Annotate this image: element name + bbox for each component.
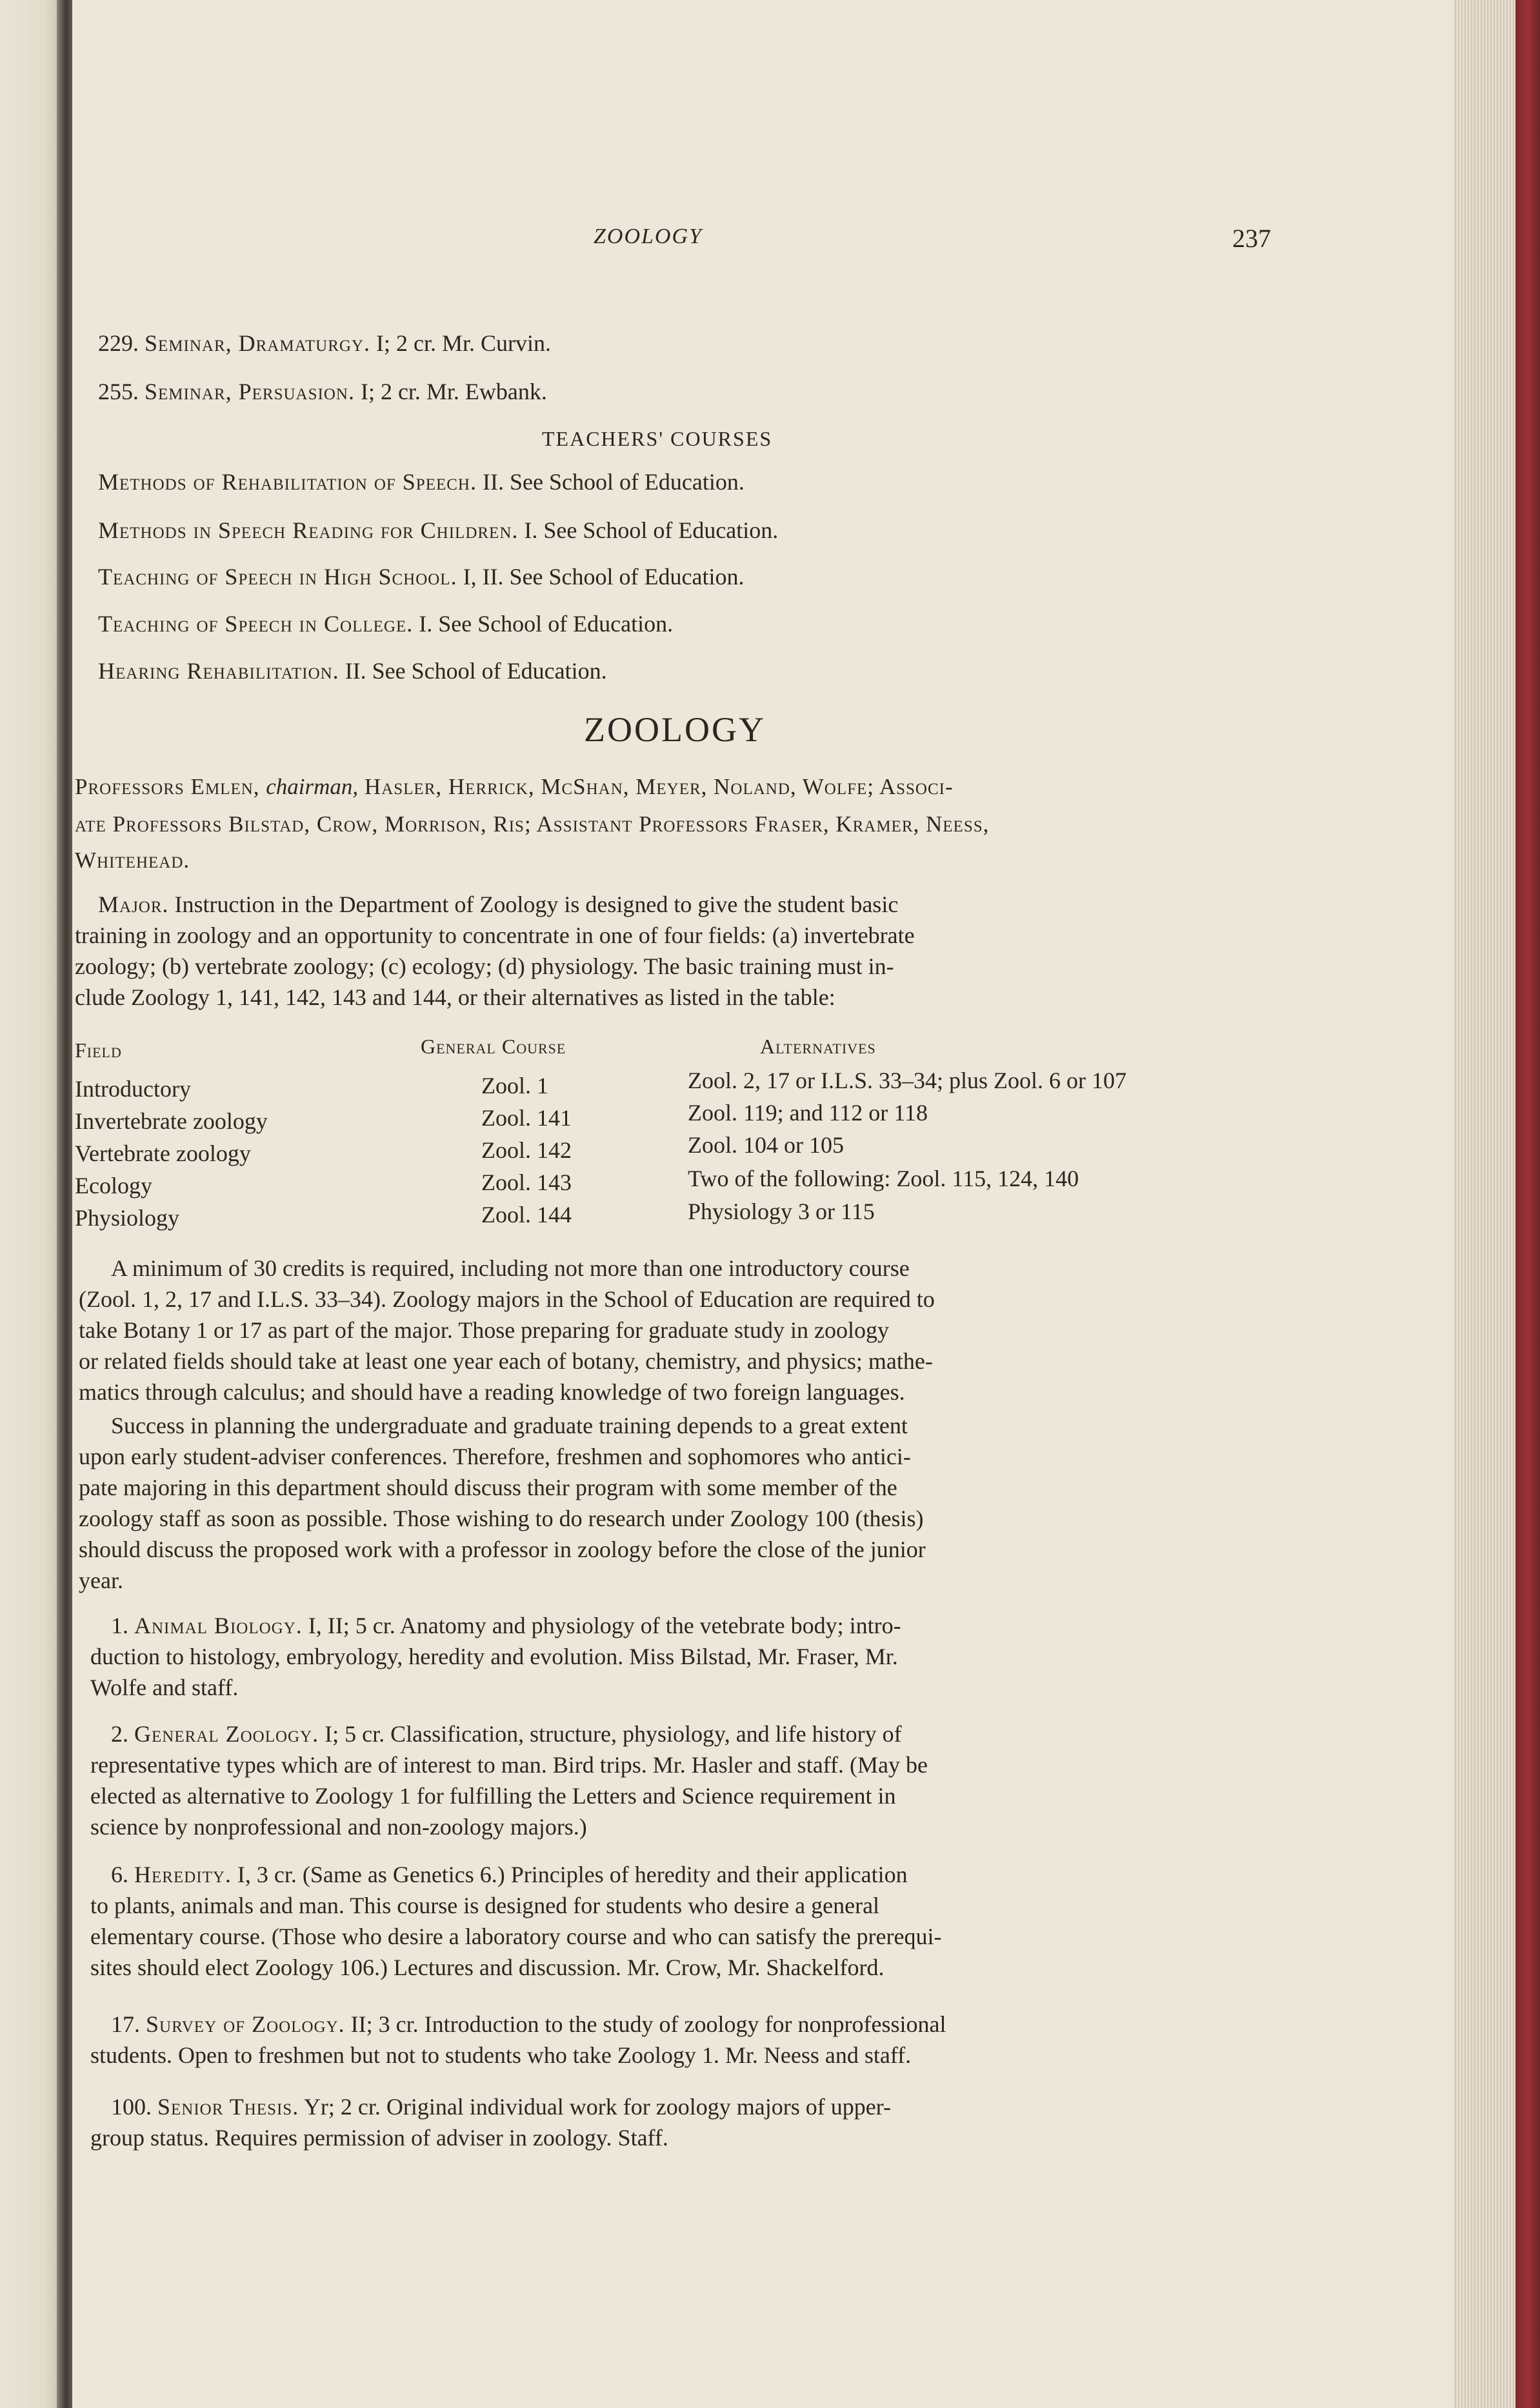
course-entry: 17. Survey of Zoology. II; 3 cr. Introduction to the study of zoology for nonprofessional [111,2011,946,2037]
table-cell: Zool. 141 [481,1105,572,1131]
course-entry-line: elected as alternative to Zoology 1 for fulfilling the Letters and Science requirement in [90,1783,896,1809]
course-entry-line: Wolfe and staff. [90,1675,239,1700]
table-header: Alternatives [760,1035,876,1058]
teachers-course: Teaching of Speech in High School. I, II. See School of Education. [98,564,745,590]
section-heading-teachers: TEACHERS' COURSES [542,427,773,450]
credits-paragraph-line: (Zool. 1, 2, 17 and I.L.S. 33–34). Zoology majors in the School of Education are required to [79,1286,935,1312]
table-cell: Zool. 143 [481,1169,572,1195]
table-cell: Physiology 3 or 115 [688,1199,875,1224]
course-entry: 100. Senior Thesis. Yr; 2 cr. Original individual work for zoology majors of upper- [111,2094,891,2120]
success-paragraph-line: upon early student-adviser conferences. Therefore, freshmen and sophomores who antici- [79,1444,911,1469]
table-cell: Two of the following: Zool. 115, 124, 140 [688,1166,1079,1191]
table-cell: Zool. 1 [481,1073,548,1099]
course-entry: 6. Heredity. I, 3 cr. (Same as Genetics 6.) Principles of heredity and their application [111,1862,908,1887]
course-entry: 229. Seminar, Dramaturgy. I; 2 cr. Mr. Curvin. [98,330,551,356]
course-entry-line: elementary course. (Those who desire a laboratory course and who can satisfy the prerequi- [90,1924,942,1949]
table-cell: Vertebrate zoology [75,1140,251,1166]
table-cell: Zool. 144 [481,1202,572,1228]
teachers-course: Hearing Rehabilitation. II. See School of Education. [98,658,607,684]
running-head: ZOOLOGY [594,224,703,248]
success-paragraph-line: Success in planning the undergraduate and graduate training depends to a great extent [111,1413,908,1438]
success-paragraph-line: year. [79,1567,123,1593]
section-heading-zoology: ZOOLOGY [584,710,766,749]
table-cell: Physiology [75,1205,180,1231]
success-paragraph-line: zoology staff as soon as possible. Those wishing to do research under Zoology 100 (thesis) [79,1506,924,1531]
course-entry-line: group status. Requires permission of adviser in zoology. Staff. [90,2125,668,2151]
credits-paragraph-line: matics through calculus; and should have a reading knowledge of two foreign languages. [79,1379,905,1405]
course-entry-line: students. Open to freshmen but not to students who take Zoology 1. Mr. Neess and staff. [90,2042,912,2068]
course-entry-line: duction to histology, embryology, heredity and evolution. Miss Bilstad, Mr. Fraser, Mr. [90,1644,898,1669]
credits-paragraph-line: take Botany 1 or 17 as part of the major. Those preparing for graduate study in zoology [79,1317,890,1343]
table-cell: Ecology [75,1173,152,1199]
table-cell: Introductory [75,1076,191,1102]
course-entry-line: representative types which are of interest to man. Bird trips. Mr. Hasler and staff. (May be [90,1752,928,1778]
faculty-line: Whitehead. [75,848,190,873]
success-paragraph-line: pate majoring in this department should discuss their program with some member of the [79,1475,897,1500]
course-entry: 255. Seminar, Persuasion. I; 2 cr. Mr. Ewbank. [98,379,547,404]
course-entry-line: to plants, animals and man. This course is designed for students who desire a general [90,1893,880,1918]
course-entry: 2. General Zoology. I; 5 cr. Classification, structure, physiology, and life history of [111,1721,902,1747]
book-gutter [57,0,74,2408]
teachers-course: Methods in Speech Reading for Children. I. See School of Education. [98,517,779,543]
major-paragraph-line: clude Zoology 1, 141, 142, 143 and 144, or their alternatives as listed in the table: [75,984,835,1010]
course-entry-line: sites should elect Zoology 106.) Lectures and discussion. Mr. Crow, Mr. Shackelford. [90,1955,885,1980]
page-stack-edge [1453,0,1515,2408]
table-cell: Zool. 119; and 112 or 118 [688,1100,928,1126]
credits-paragraph-line: A minimum of 30 credits is required, including not more than one introductory course [111,1255,910,1281]
faculty-line: Professors Emlen, chairman, Hasler, Herrick, McShan, Meyer, Noland, Wolfe; Associ- [75,774,954,799]
table-cell: Zool. 142 [481,1137,572,1163]
credits-paragraph-line: or related fields should take at least one year each of botany, chemistry, and physics; mathe- [79,1348,933,1374]
table-cell: Zool. 104 or 105 [688,1132,844,1158]
course-entry: 1. Animal Biology. I, II; 5 cr. Anatomy and physiology of the vetebrate body; intro- [111,1613,901,1638]
table-header: General Course [421,1035,566,1058]
major-paragraph-line: zoology; (b) vertebrate zoology; (c) ecology; (d) physiology. The basic training must in- [75,953,894,979]
table-cell: Invertebrate zoology [75,1108,268,1134]
faculty-line: ate Professors Bilstad, Crow, Morrison, Ris; Assistant Professors Fraser, Kramer, Neess, [75,811,990,837]
book-cover-edge [1515,0,1540,2408]
major-paragraph-line: training in zoology and an opportunity to concentrate in one of four fields: (a) invertebrate [75,922,915,948]
table-header: Field [75,1039,122,1062]
teachers-course: Methods of Rehabilitation of Speech. II. See School of Education. [98,469,745,495]
page-number: 237 [1232,224,1271,253]
course-entry-line: science by nonprofessional and non-zoology majors.) [90,1814,587,1840]
teachers-course: Teaching of Speech in College. I. See School of Education. [98,611,674,637]
success-paragraph-line: should discuss the proposed work with a professor in zoology before the close of the junior [79,1537,926,1562]
major-paragraph-line: Major. Instruction in the Department of Zoology is designed to give the student basic [98,891,899,917]
table-cell: Zool. 2, 17 or I.L.S. 33–34; plus Zool. 6 or 107 [688,1068,1126,1093]
